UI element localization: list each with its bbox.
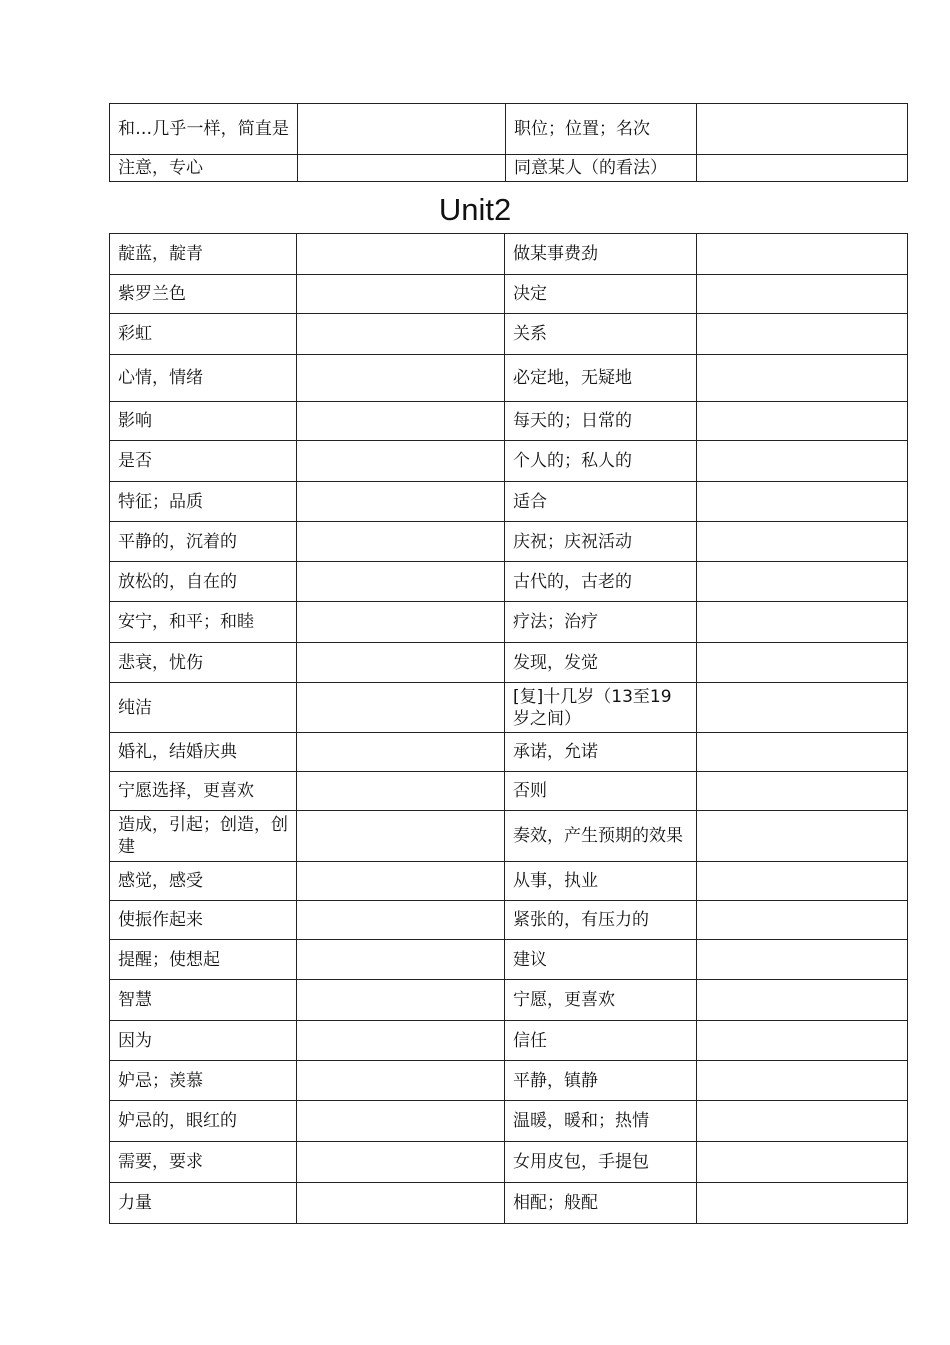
answer-cell — [297, 562, 505, 602]
chinese-term: 妒忌的，眼红的 — [110, 1101, 297, 1142]
answer-cell — [297, 522, 505, 562]
answer-cell — [297, 862, 505, 901]
chinese-term: 悲衰，忧伤 — [110, 643, 297, 683]
chinese-term: 疗法；治疗 — [505, 602, 697, 643]
chinese-term: 放松的，自在的 — [110, 562, 297, 602]
answer-cell — [697, 811, 908, 862]
chinese-term: 特征；品质 — [110, 482, 297, 522]
table-row — [110, 562, 908, 602]
answer-cell — [697, 275, 908, 314]
chinese-term: 同意某人（的看法） — [506, 155, 697, 182]
table-row — [110, 940, 908, 980]
chinese-term: 个人的；私人的 — [505, 441, 697, 482]
chinese-term: 平静，镇静 — [505, 1061, 697, 1101]
answer-cell — [297, 940, 505, 980]
table-row — [110, 314, 908, 355]
chinese-term: 古代的，古老的 — [505, 562, 697, 602]
answer-cell — [697, 482, 908, 522]
chinese-term: 影响 — [110, 402, 297, 441]
answer-cell — [297, 402, 505, 441]
table-row — [110, 441, 908, 482]
unit-heading: Unit2 — [438, 192, 512, 227]
table-row — [110, 602, 908, 643]
table-row — [110, 402, 908, 441]
answer-cell — [297, 314, 505, 355]
answer-cell — [297, 683, 505, 733]
answer-cell — [297, 1021, 505, 1061]
chinese-term: 建议 — [505, 940, 697, 980]
answer-cell — [697, 862, 908, 901]
table-row — [110, 811, 908, 862]
answer-cell — [697, 683, 908, 733]
answer-cell — [697, 355, 908, 402]
answer-cell — [297, 733, 505, 772]
chinese-term: 使振作起来 — [110, 901, 297, 940]
chinese-term: 决定 — [505, 275, 697, 314]
chinese-term: 力量 — [110, 1183, 297, 1224]
table-row — [110, 104, 908, 155]
chinese-term: 女用皮包，手提包 — [505, 1142, 697, 1183]
answer-cell — [298, 104, 506, 155]
answer-cell — [697, 522, 908, 562]
chinese-term: 关系 — [505, 314, 697, 355]
answer-cell — [297, 1183, 505, 1224]
table-row — [110, 1021, 908, 1061]
answer-cell — [297, 772, 505, 811]
answer-cell — [697, 901, 908, 940]
answer-cell — [297, 901, 505, 940]
chinese-term: 庆祝；庆祝活动 — [505, 522, 697, 562]
answer-cell — [697, 314, 908, 355]
answer-cell — [297, 1142, 505, 1183]
chinese-term: 彩虹 — [110, 314, 297, 355]
answer-cell — [297, 1061, 505, 1101]
chinese-term: 安宁，和平；和睦 — [110, 602, 297, 643]
chinese-term: 紧张的，有压力的 — [505, 901, 697, 940]
answer-cell — [697, 234, 908, 275]
chinese-term: 承诺，允诺 — [505, 733, 697, 772]
table-row — [110, 155, 908, 182]
chinese-term: 紫罗兰色 — [110, 275, 297, 314]
chinese-term: 需要，要求 — [110, 1142, 297, 1183]
chinese-term: 平静的，沉着的 — [110, 522, 297, 562]
answer-cell — [297, 643, 505, 683]
chinese-term: 职位；位置；名次 — [506, 104, 697, 155]
chinese-term: 奏效，产生预期的效果 — [505, 811, 697, 862]
answer-cell — [697, 1101, 908, 1142]
answer-cell — [697, 602, 908, 643]
answer-cell — [697, 980, 908, 1021]
answer-cell — [297, 602, 505, 643]
answer-cell — [697, 155, 908, 182]
chinese-term: 宁愿，更喜欢 — [505, 980, 697, 1021]
chinese-term: 信任 — [505, 1021, 697, 1061]
chinese-term: 必定地，无疑地 — [505, 355, 697, 402]
chinese-term: 纯洁 — [110, 683, 297, 733]
chinese-term: 智慧 — [110, 980, 297, 1021]
chinese-term: 注意，专心 — [110, 155, 298, 182]
answer-cell — [697, 104, 908, 155]
table-row — [110, 1101, 908, 1142]
chinese-term: 发现，发觉 — [505, 643, 697, 683]
chinese-term: 和…几乎一样，简直是 — [110, 104, 298, 155]
answer-cell — [297, 811, 505, 862]
chinese-term: 靛蓝，靛青 — [110, 234, 297, 275]
answer-cell — [697, 402, 908, 441]
chinese-term: 否则 — [505, 772, 697, 811]
answer-cell — [297, 355, 505, 402]
chinese-term: 造成，引起；创造，创建 — [110, 811, 297, 862]
chinese-term: 因为 — [110, 1021, 297, 1061]
table-row — [110, 683, 908, 733]
answer-cell — [297, 441, 505, 482]
table-row — [110, 772, 908, 811]
answer-cell — [297, 275, 505, 314]
chinese-term: 心情，情绪 — [110, 355, 297, 402]
answer-cell — [297, 234, 505, 275]
answer-cell — [697, 940, 908, 980]
answer-cell — [697, 441, 908, 482]
chinese-term: 是否 — [110, 441, 297, 482]
table-row — [110, 522, 908, 562]
chinese-term: [复]十几岁（13至19岁之间） — [505, 683, 697, 733]
table-row — [110, 862, 908, 901]
table-row — [110, 234, 908, 275]
chinese-term: 提醒；使想起 — [110, 940, 297, 980]
answer-cell — [697, 1183, 908, 1224]
table-row — [110, 1183, 908, 1224]
table-row — [110, 733, 908, 772]
vocab-table-unit2 — [109, 233, 908, 1224]
table-row — [110, 643, 908, 683]
table-row — [110, 901, 908, 940]
chinese-term: 温暖，暖和；热情 — [505, 1101, 697, 1142]
answer-cell — [297, 482, 505, 522]
chinese-term: 婚礼，结婚庆典 — [110, 733, 297, 772]
answer-cell — [297, 980, 505, 1021]
answer-cell — [697, 562, 908, 602]
vocab-table-previous-unit — [109, 103, 908, 182]
table-row — [110, 275, 908, 314]
chinese-term: 从事，执业 — [505, 862, 697, 901]
answer-cell — [697, 1142, 908, 1183]
chinese-term: 适合 — [505, 482, 697, 522]
chinese-term: 每天的；日常的 — [505, 402, 697, 441]
answer-cell — [697, 772, 908, 811]
chinese-term: 妒忌；羡慕 — [110, 1061, 297, 1101]
chinese-term: 宁愿选择，更喜欢 — [110, 772, 297, 811]
table-row — [110, 980, 908, 1021]
chinese-term: 做某事费劲 — [505, 234, 697, 275]
chinese-term: 相配；般配 — [505, 1183, 697, 1224]
answer-cell — [697, 733, 908, 772]
chinese-term: 感觉，感受 — [110, 862, 297, 901]
table-row — [110, 482, 908, 522]
answer-cell — [297, 1101, 505, 1142]
table-row — [110, 1061, 908, 1101]
table-row — [110, 355, 908, 402]
answer-cell — [697, 643, 908, 683]
answer-cell — [697, 1061, 908, 1101]
table-row — [110, 1142, 908, 1183]
answer-cell — [298, 155, 506, 182]
answer-cell — [697, 1021, 908, 1061]
